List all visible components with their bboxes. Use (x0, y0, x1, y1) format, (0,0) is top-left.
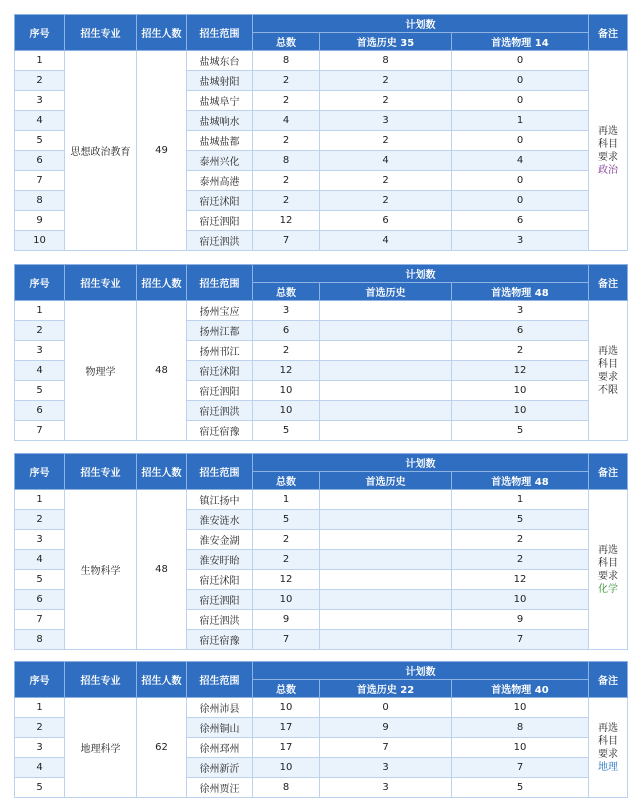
row-no: 7 (15, 610, 65, 630)
physics-cell: 6 (452, 321, 589, 341)
history-cell: 3 (320, 758, 452, 778)
total-cell: 2 (253, 191, 320, 211)
remark-line: 科目 (598, 557, 619, 569)
header-remark: 备注 (589, 454, 628, 490)
range-cell: 淮安盱眙 (187, 550, 253, 570)
row-no: 6 (15, 590, 65, 610)
header-history: 首选历史 35 (320, 33, 452, 51)
history-cell (320, 630, 452, 650)
row-no: 8 (15, 630, 65, 650)
remark-cell (589, 51, 628, 251)
row-no: 5 (15, 381, 65, 401)
physics-cell: 12 (452, 570, 589, 590)
physics-cell: 4 (452, 151, 589, 171)
total-cell: 12 (253, 570, 320, 590)
header-plan: 计划数 (253, 265, 589, 283)
header-no: 序号 (15, 15, 65, 51)
remark-subject: 政治 (598, 164, 619, 176)
row-no: 10 (15, 231, 65, 251)
total-cell: 7 (253, 231, 320, 251)
major-cell: 地理科学 (65, 698, 137, 798)
range-cell: 宿迁沭阳 (187, 361, 253, 381)
row-no: 2 (15, 321, 65, 341)
header-total: 总数 (253, 472, 320, 490)
header-physics: 首选物理 40 (452, 680, 589, 698)
range-cell: 宿迁沭阳 (187, 570, 253, 590)
range-cell: 盐城盐都 (187, 131, 253, 151)
range-cell: 宿迁泗阳 (187, 590, 253, 610)
header-no: 序号 (15, 454, 65, 490)
physics-cell: 0 (452, 51, 589, 71)
history-cell: 4 (320, 231, 452, 251)
row-no: 3 (15, 341, 65, 361)
history-cell (320, 301, 452, 321)
physics-cell: 10 (452, 401, 589, 421)
remark-line: 科目 (598, 358, 619, 370)
header-no: 序号 (15, 662, 65, 698)
header-history: 首选历史 (320, 472, 452, 490)
remark-line: 要求 (598, 570, 619, 582)
remark-subject: 不限 (598, 384, 619, 396)
total-cell: 17 (253, 738, 320, 758)
row-no: 7 (15, 171, 65, 191)
remark-line: 再选 (598, 722, 619, 734)
history-cell: 8 (320, 51, 452, 71)
row-no: 1 (15, 698, 65, 718)
remark-cell (589, 490, 628, 650)
table-row (15, 490, 628, 510)
remark-line: 科目 (598, 138, 619, 150)
header-count: 招生人数 (137, 265, 187, 301)
total-cell: 2 (253, 71, 320, 91)
header-remark: 备注 (589, 15, 628, 51)
header-range: 招生范围 (187, 15, 253, 51)
row-no: 5 (15, 131, 65, 151)
physics-cell: 8 (452, 718, 589, 738)
row-no: 3 (15, 91, 65, 111)
row-no: 1 (15, 301, 65, 321)
range-cell: 宿迁泗阳 (187, 211, 253, 231)
physics-cell: 12 (452, 361, 589, 381)
history-cell: 2 (320, 71, 452, 91)
header-total: 总数 (253, 283, 320, 301)
remark-line: 要求 (598, 748, 619, 760)
range-cell: 宿迁泗阳 (187, 381, 253, 401)
physics-cell: 0 (452, 171, 589, 191)
row-no: 1 (15, 51, 65, 71)
history-cell: 9 (320, 718, 452, 738)
range-cell: 徐州邳州 (187, 738, 253, 758)
physics-cell: 10 (452, 738, 589, 758)
row-no: 5 (15, 570, 65, 590)
physics-cell: 10 (452, 381, 589, 401)
plan-table (14, 661, 628, 798)
range-cell: 宿迁泗洪 (187, 231, 253, 251)
physics-cell: 10 (452, 590, 589, 610)
range-cell: 泰州兴化 (187, 151, 253, 171)
range-cell: 宿迁泗洪 (187, 401, 253, 421)
physics-cell: 5 (452, 778, 589, 798)
total-cell: 5 (253, 421, 320, 441)
remark-subject: 地理 (598, 761, 619, 773)
range-cell: 扬州邗江 (187, 341, 253, 361)
range-cell: 徐州贾汪 (187, 778, 253, 798)
header-plan: 计划数 (253, 662, 589, 680)
header-history: 首选历史 (320, 283, 452, 301)
remark-line: 再选 (598, 345, 619, 357)
range-cell: 宿迁沭阳 (187, 191, 253, 211)
history-cell (320, 590, 452, 610)
history-cell: 2 (320, 131, 452, 151)
remark-cell (589, 698, 628, 798)
history-cell (320, 570, 452, 590)
physics-cell: 1 (452, 111, 589, 131)
range-cell: 盐城东台 (187, 51, 253, 71)
header-physics: 首选物理 14 (452, 33, 589, 51)
count-cell: 62 (137, 698, 187, 798)
range-cell: 盐城阜宁 (187, 91, 253, 111)
physics-cell: 9 (452, 610, 589, 630)
remark-line: 再选 (598, 544, 619, 556)
history-cell (320, 361, 452, 381)
physics-cell: 10 (452, 698, 589, 718)
major-cell: 物理学 (65, 301, 137, 441)
table-row (15, 698, 628, 718)
history-cell (320, 401, 452, 421)
history-cell: 3 (320, 778, 452, 798)
history-cell: 2 (320, 91, 452, 111)
history-cell: 2 (320, 171, 452, 191)
table-row (15, 301, 628, 321)
header-major: 招生专业 (65, 265, 137, 301)
physics-cell: 7 (452, 630, 589, 650)
remark-cell (589, 301, 628, 441)
range-cell: 扬州宝应 (187, 301, 253, 321)
count-cell: 48 (137, 301, 187, 441)
history-cell (320, 341, 452, 361)
header-remark: 备注 (589, 662, 628, 698)
range-cell: 泰州高港 (187, 171, 253, 191)
total-cell: 2 (253, 171, 320, 191)
history-cell (320, 421, 452, 441)
row-no: 3 (15, 530, 65, 550)
row-no: 2 (15, 718, 65, 738)
remark-line: 要求 (598, 371, 619, 383)
header-count: 招生人数 (137, 662, 187, 698)
row-no: 5 (15, 778, 65, 798)
row-no: 6 (15, 151, 65, 171)
total-cell: 8 (253, 778, 320, 798)
physics-cell: 5 (452, 421, 589, 441)
header-history: 首选历史 22 (320, 680, 452, 698)
row-no: 4 (15, 550, 65, 570)
total-cell: 10 (253, 698, 320, 718)
physics-cell: 2 (452, 550, 589, 570)
header-physics: 首选物理 48 (452, 472, 589, 490)
history-cell: 7 (320, 738, 452, 758)
plan-table (14, 453, 628, 650)
header-remark: 备注 (589, 265, 628, 301)
table-row (15, 51, 628, 71)
total-cell: 3 (253, 301, 320, 321)
physics-cell: 0 (452, 91, 589, 111)
total-cell: 1 (253, 490, 320, 510)
header-physics: 首选物理 48 (452, 283, 589, 301)
plan-table (14, 14, 628, 251)
history-cell (320, 490, 452, 510)
plan-table (14, 264, 628, 441)
total-cell: 6 (253, 321, 320, 341)
header-major: 招生专业 (65, 662, 137, 698)
total-cell: 9 (253, 610, 320, 630)
range-cell: 徐州铜山 (187, 718, 253, 738)
physics-cell: 2 (452, 530, 589, 550)
range-cell: 盐城响水 (187, 111, 253, 131)
total-cell: 2 (253, 530, 320, 550)
row-no: 9 (15, 211, 65, 231)
history-cell: 4 (320, 151, 452, 171)
header-no: 序号 (15, 265, 65, 301)
total-cell: 17 (253, 718, 320, 738)
remark-line: 要求 (598, 151, 619, 163)
row-no: 2 (15, 510, 65, 530)
physics-cell: 0 (452, 191, 589, 211)
history-cell (320, 321, 452, 341)
physics-cell: 5 (452, 510, 589, 530)
history-cell: 2 (320, 191, 452, 211)
header-major: 招生专业 (65, 454, 137, 490)
total-cell: 4 (253, 111, 320, 131)
remark-line: 科目 (598, 735, 619, 747)
physics-cell: 0 (452, 71, 589, 91)
header-plan: 计划数 (253, 454, 589, 472)
range-cell: 淮安涟水 (187, 510, 253, 530)
row-no: 6 (15, 401, 65, 421)
history-cell: 0 (320, 698, 452, 718)
physics-cell: 6 (452, 211, 589, 231)
header-plan: 计划数 (253, 15, 589, 33)
physics-cell: 3 (452, 231, 589, 251)
total-cell: 2 (253, 131, 320, 151)
total-cell: 8 (253, 51, 320, 71)
total-cell: 10 (253, 381, 320, 401)
range-cell: 镇江扬中 (187, 490, 253, 510)
total-cell: 10 (253, 590, 320, 610)
total-cell: 2 (253, 550, 320, 570)
physics-cell: 7 (452, 758, 589, 778)
range-cell: 宿迁泗洪 (187, 610, 253, 630)
header-range: 招生范围 (187, 662, 253, 698)
range-cell: 宿迁宿豫 (187, 630, 253, 650)
total-cell: 10 (253, 758, 320, 778)
total-cell: 10 (253, 401, 320, 421)
row-no: 3 (15, 738, 65, 758)
physics-cell: 3 (452, 301, 589, 321)
row-no: 8 (15, 191, 65, 211)
header-range: 招生范围 (187, 454, 253, 490)
history-cell (320, 530, 452, 550)
count-cell: 49 (137, 51, 187, 251)
header-count: 招生人数 (137, 15, 187, 51)
count-cell: 48 (137, 490, 187, 650)
physics-cell: 2 (452, 341, 589, 361)
row-no: 2 (15, 71, 65, 91)
range-cell: 宿迁宿豫 (187, 421, 253, 441)
history-cell (320, 510, 452, 530)
remark-line: 再选 (598, 125, 619, 137)
history-cell (320, 610, 452, 630)
header-major: 招生专业 (65, 15, 137, 51)
remark-subject: 化学 (598, 583, 619, 595)
history-cell (320, 381, 452, 401)
total-cell: 5 (253, 510, 320, 530)
physics-cell: 1 (452, 490, 589, 510)
range-cell: 淮安金湖 (187, 530, 253, 550)
total-cell: 2 (253, 91, 320, 111)
total-cell: 7 (253, 630, 320, 650)
header-total: 总数 (253, 680, 320, 698)
row-no: 4 (15, 111, 65, 131)
header-total: 总数 (253, 33, 320, 51)
major-cell: 思想政治教育 (65, 51, 137, 251)
range-cell: 徐州新沂 (187, 758, 253, 778)
row-no: 1 (15, 490, 65, 510)
header-range: 招生范围 (187, 265, 253, 301)
physics-cell: 0 (452, 131, 589, 151)
major-cell: 生物科学 (65, 490, 137, 650)
history-cell (320, 550, 452, 570)
history-cell: 3 (320, 111, 452, 131)
row-no: 4 (15, 758, 65, 778)
range-cell: 徐州沛县 (187, 698, 253, 718)
header-count: 招生人数 (137, 454, 187, 490)
history-cell: 6 (320, 211, 452, 231)
total-cell: 12 (253, 361, 320, 381)
total-cell: 8 (253, 151, 320, 171)
range-cell: 扬州江都 (187, 321, 253, 341)
row-no: 7 (15, 421, 65, 441)
range-cell: 盐城射阳 (187, 71, 253, 91)
total-cell: 12 (253, 211, 320, 231)
row-no: 4 (15, 361, 65, 381)
total-cell: 2 (253, 341, 320, 361)
